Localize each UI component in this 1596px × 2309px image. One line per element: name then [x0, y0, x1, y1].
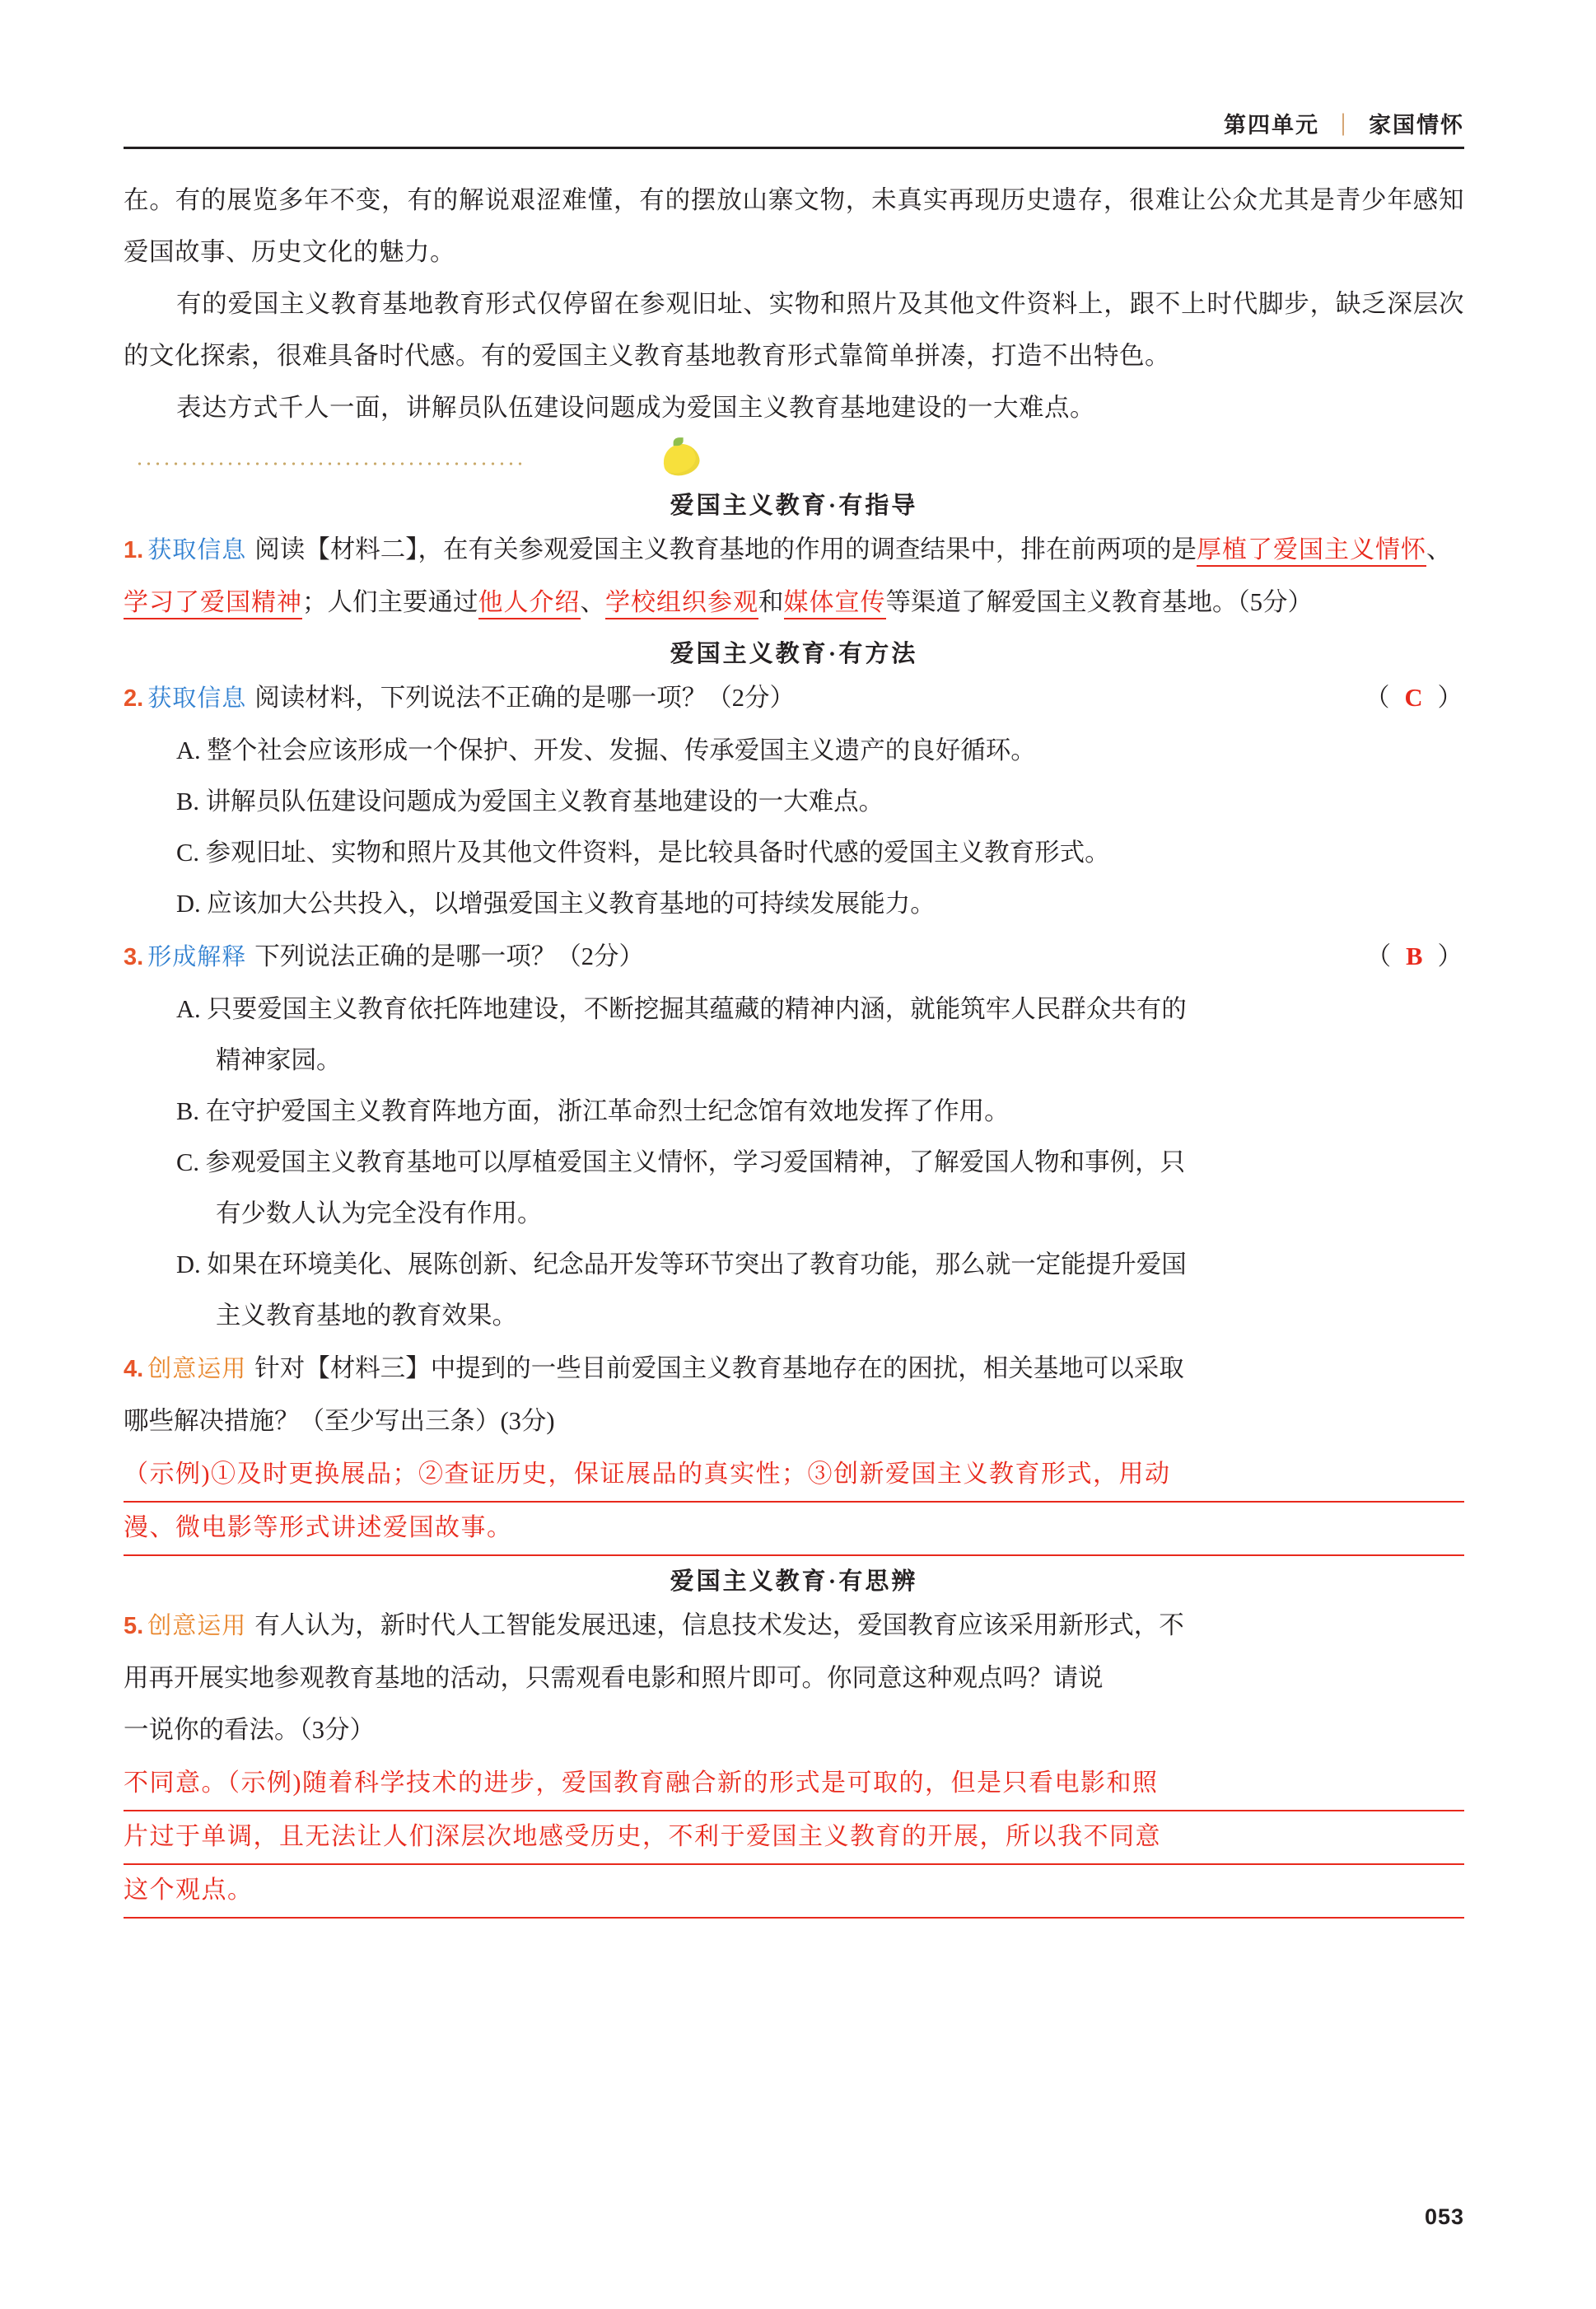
- question-4-answer-line-2[interactable]: 漫、微电影等形式讲述爱国故事。: [124, 1503, 1464, 1556]
- header-rule: [124, 147, 1464, 149]
- question-1-answer-5[interactable]: 媒体宣传: [784, 589, 886, 619]
- question-3-option-d[interactable]: [124, 1239, 1464, 1290]
- question-4-tag: 创意运用: [147, 1356, 247, 1382]
- question-1-answer-3[interactable]: 他人介绍: [478, 589, 581, 619]
- question-2-option-b[interactable]: B. 讲解员队伍建设问题成为爱国主义教育基地建设的一大难点。: [176, 788, 884, 816]
- question-2-tag: 获取信息: [147, 685, 247, 712]
- lemon-icon: [660, 440, 702, 479]
- question-3-option-c-cont: 有少数人认为完全没有作用。: [216, 1199, 543, 1227]
- option-b-text: 在守护爱国主义教育阵地方面，浙江革命烈士纪念馆有效地发挥了作用。: [205, 1097, 1010, 1125]
- passage-paragraph-2: 有的爱国主义教育基地教育形式仅停留在参观旧址、实物和照片及其他文件资料上，跟不上时代脚步，缺乏深层次的文化探索，很难具备时代感。有的爱国主义教育基地教育形式靠简单拼凑，打造不出特色。: [124, 290, 1464, 370]
- question-3-number: 3.: [124, 944, 144, 970]
- question-3-option-a-cont: 精神家园。: [216, 1046, 342, 1074]
- question-5-answer-line-1[interactable]: 不同意。（示例)随着科学技术的进步，爱国教育融合新的形式是可取的，但是只看电影和照: [124, 1758, 1464, 1811]
- option-b-label: B.: [176, 1097, 199, 1125]
- question-1-answer-4[interactable]: 学校组织参观: [605, 589, 758, 619]
- option-d-text: 如果在环境美化、展陈创新、纪念品开发等环节突出了教育功能，那么就一定能提升爱国: [207, 1250, 1187, 1278]
- question-3-option-a[interactable]: [124, 984, 1464, 1035]
- question-2-choice[interactable]: C: [1404, 684, 1425, 712]
- question-5-answer-line-2[interactable]: 片过于单调，且无法让人们深层次地感受历史，不利于爱国主义教育的开展，所以我不同意: [124, 1811, 1464, 1865]
- question-2-option-a[interactable]: A. 整个社会应该形成一个保护、开发、发掘、传承爱国主义遗产的良好循环。: [176, 736, 1036, 764]
- question-5-tag: 创意运用: [147, 1613, 247, 1639]
- page-content: [124, 175, 1464, 1919]
- question-1-sep-3: 和: [758, 588, 784, 616]
- question-3-choice[interactable]: B: [1406, 942, 1425, 970]
- banner-method: 爱国主义教育·有方法: [670, 641, 918, 667]
- banner-thinking: 爱国主义教育·有思辨: [670, 1568, 918, 1595]
- header-theme: 家国情怀: [1369, 113, 1464, 138]
- question-3-option-b[interactable]: [124, 1086, 1464, 1137]
- question-1-answer-1[interactable]: 厚植了爱国主义情怀: [1197, 536, 1426, 567]
- question-2-option-c[interactable]: C. 参观旧址、实物和照片及其他文件资料，是比较具备时代感的爱国主义教育形式。: [176, 839, 1110, 867]
- question-1-sep-2: 、: [580, 588, 605, 616]
- question-3-stem: 下列说法正确的是哪一项？（2分）: [254, 942, 644, 970]
- question-1-tag: 获取信息: [147, 537, 247, 563]
- question-2-stem: 阅读材料，下列说法不正确的是哪一项？（2分）: [254, 684, 795, 712]
- option-d-label: D.: [176, 1250, 201, 1278]
- page-header: [1224, 107, 1464, 139]
- question-5-answer-line-3[interactable]: 这个观点。: [124, 1865, 1464, 1919]
- question-2-option-d[interactable]: D. 应该加大公共投入，以增强爱国主义教育基地的可持续发展能力。: [176, 890, 936, 918]
- question-4-stem-line-1: 针对【材料三】中提到的一些目前爱国主义教育基地存在的困扰，相关基地可以采取: [254, 1354, 1184, 1382]
- header-unit: 第四单元: [1223, 113, 1319, 138]
- question-1-sep-1: 、: [1426, 535, 1452, 563]
- question-4-stem-line-2: 哪些解决措施？（至少写出三条）(3分): [124, 1407, 555, 1435]
- option-c-label: C.: [176, 1148, 199, 1176]
- option-c-text: 参观爱国主义教育基地可以厚植爱国主义情怀，学习爱国精神，了解爱国人物和事例，只: [205, 1148, 1186, 1176]
- decor-row: [124, 444, 1464, 480]
- question-4-answer[interactable]: [124, 1449, 1464, 1556]
- question-4: [124, 1343, 1464, 1556]
- banner-guidance: 爱国主义教育·有指导: [670, 493, 918, 519]
- question-3-choice-box[interactable]: （ B ）: [1365, 942, 1464, 970]
- passage-paragraph-1: 在。有的展览多年不变，有的解说艰涩难懂，有的摆放山寨文物，未真实再现历史遗存，很难让公众尤其是青少年感知爱国故事、历史文化的魅力。: [124, 186, 1464, 266]
- question-3-tag: 形成解释: [147, 944, 247, 970]
- question-1-mid: ；人们主要通过: [302, 588, 478, 616]
- question-3-option-d-cont: 主义教育基地的教育效果。: [216, 1302, 517, 1330]
- option-a-text: 只要爱国主义教育依托阵地建设，不断挖掘其蕴藏的精神内涵，就能筑牢人民群众共有的: [207, 995, 1187, 1023]
- question-5-answer[interactable]: [124, 1758, 1464, 1919]
- page-number: 053: [1424, 2204, 1464, 2229]
- question-5: [124, 1600, 1464, 1919]
- question-1-tail: 等渠道了解爱国主义教育基地。（5分）: [885, 588, 1313, 616]
- option-a-label: A.: [176, 995, 201, 1023]
- question-4-answer-line-1[interactable]: （示例)①及时更换展品；②查证历史，保证展品的真实性；③创新爱国主义教育形式，用动: [124, 1449, 1464, 1503]
- question-2-choice-box[interactable]: （ C ）: [1364, 684, 1464, 712]
- question-5-stem-line-1: 有人认为，新时代人工智能发展迅速，信息技术发达，爱国教育应该采用新形式，不: [254, 1611, 1184, 1639]
- question-2-number: 2.: [124, 685, 144, 712]
- question-5-stem-line-3: 一说你的看法。（3分）: [124, 1716, 375, 1744]
- question-1-stem: 阅读【材料二】，在有关参观爱国主义教育基地的作用的调查结果中，排在前两项的是: [254, 535, 1197, 563]
- passage-paragraph-3: 表达方式千人一面，讲解员队伍建设问题成为爱国主义教育基地建设的一大难点。: [176, 394, 1095, 422]
- header-divider-icon: |: [1340, 108, 1347, 136]
- question-2: [124, 672, 1464, 929]
- question-4-number: 4.: [124, 1356, 144, 1382]
- question-5-stem-line-2: 用再开展实地参观教育基地的活动，只需观看电影和照片即可。你同意这种观点吗？请说: [124, 1664, 1104, 1692]
- question-1: [124, 524, 1464, 629]
- question-3-option-c[interactable]: [124, 1137, 1464, 1188]
- dotted-divider: [135, 462, 522, 465]
- question-1-answer-2[interactable]: 学习了爱国精神: [124, 589, 302, 619]
- question-5-number: 5.: [124, 1613, 144, 1639]
- question-1-number: 1.: [124, 537, 144, 563]
- question-3: [124, 931, 1464, 1341]
